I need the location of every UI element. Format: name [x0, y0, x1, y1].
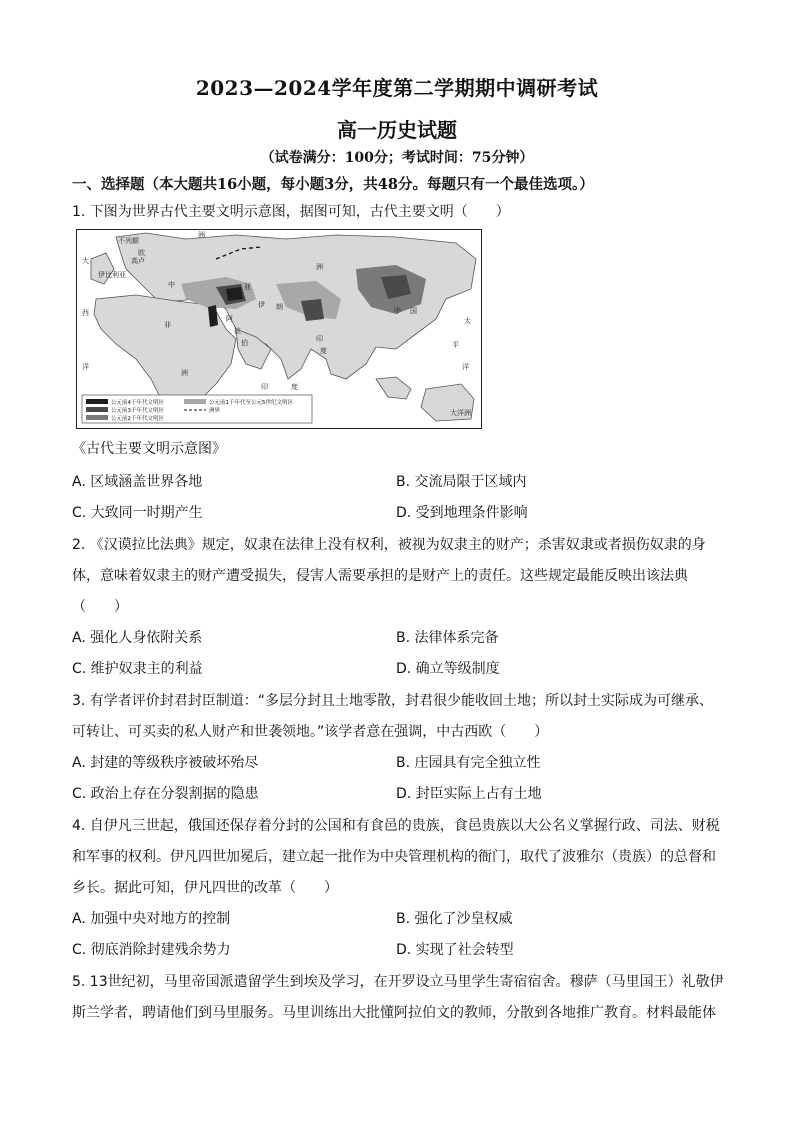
question-1-option-c: C. 大致同一时期产生 [72, 505, 203, 521]
question-1-option-d: D. 受到地理条件影响 [396, 505, 528, 521]
question-3-option-d: D. 封臣实际上占有土地 [396, 786, 542, 802]
question-2-option-c: C. 维护奴隶主的利益 [72, 661, 203, 677]
exam-subtitle: 高一历史试题 [337, 118, 457, 142]
label-indianocean-2: 度 [291, 383, 298, 391]
label-pacific-1: 太 [464, 317, 471, 325]
question-4-option-c: C. 彻底消除封建残余势力 [72, 942, 231, 958]
label-china-1: 中 [394, 307, 401, 315]
label-oceania: 大洋洲 [450, 409, 471, 417]
label-asia-2: 洲 [316, 263, 323, 271]
label-china-2: 国 [410, 307, 417, 315]
question-3-option-b: B. 庄园具有完全独立性 [396, 755, 541, 771]
question-1-option-a: A. 区域涵盖世界各地 [72, 474, 203, 490]
legend-swatch-1 [86, 399, 108, 404]
zone-millennium-4 [226, 287, 243, 301]
question-2-option-d: D. 确立等级制度 [396, 661, 500, 677]
label-africa-2: 洲 [181, 369, 188, 377]
label-iberia: 伊比利亚 [98, 271, 126, 279]
section-heading: 一、选择题（本大题共16小题，每小题3分，共48分。每题只有一个最佳选项。） [72, 176, 594, 193]
question-1-stem: 1. 下图为世界古代主要文明示意图，据图可知，古代主要文明（ ） [72, 204, 510, 220]
label-india-1: 印 [316, 335, 323, 343]
label-indianocean-1: 印 [261, 383, 268, 391]
label-pacific-2: 平 [452, 341, 459, 349]
question-4-stem: 4. 自伊凡三世起，俄国还保存着分封的公国和有食邑的贵族，食邑贵族以大公名义掌握行政、司法、财税和军事的权利。伊凡四世加冕后，建立起一批作为中央管理机构的衙门，取代了波雅尔（贵族）的总督和乡长。据此可知，伊凡四世的改革（ ） [72, 818, 720, 896]
label-britain: 不列颠 [118, 237, 139, 245]
legend-swatch-3 [86, 415, 108, 420]
label-europe: 欧 [138, 249, 145, 257]
question-3-option-c: C. 政治上存在分裂割据的隐患 [72, 786, 259, 802]
label-persia-1: 伊 [258, 301, 265, 309]
exam-info: （试卷满分：100分；考试时间：75分钟） [260, 150, 534, 166]
question-3-option-a: A. 封建的等级秩序被破坏殆尽 [72, 755, 259, 771]
label-pacific-3: 洋 [462, 363, 469, 371]
label-arabia-2: 拉 [234, 327, 241, 335]
exam-title: 2023—2024学年度第二学期期中调研考试 [195, 76, 599, 100]
label-africa-1: 非 [164, 321, 171, 329]
legend-swatch-4 [184, 399, 206, 404]
label-gaul: 高卢 [131, 257, 145, 265]
label-europe2: 洲 [198, 231, 205, 239]
question-5-stem: 5. 13世纪初，马里帝国派遣留学生到埃及学习，在开罗设立马里学生寄宿宿舍。穆萨（马里国王）礼敬伊斯兰学者，聘请他们到马里服务。马里训练出大批懂阿拉伯文的教师，分散到各地推广教育。材料最能体 [72, 974, 724, 1021]
figure-caption: 《古代主要文明示意图》 [72, 441, 226, 457]
label-mediterranean: 中 [168, 281, 175, 289]
question-2-option-a: A. 强化人身依附关系 [72, 630, 203, 646]
legend-item-2: 公元前3千年代文明区 [111, 408, 164, 414]
question-4-option-b: B. 强化了沙皇权威 [396, 911, 513, 927]
label-atlantic-3: 洋 [82, 363, 89, 371]
label-persia-2: 朗 [276, 303, 283, 311]
question-2-option-b: B. 法律体系完备 [396, 630, 499, 646]
question-4-option-a: A. 加强中央对地方的控制 [72, 911, 231, 927]
legend-swatch-2 [86, 407, 108, 412]
ancient-civilization-map [76, 229, 482, 429]
question-1-option-b: B. 交流局限于区域内 [396, 474, 527, 490]
label-atlantic-1: 大 [82, 257, 89, 265]
label-india-2: 度 [320, 347, 327, 355]
legend-item-3: 公元前2千年代文明区 [111, 416, 164, 422]
legend-item-5: 洲界 [209, 408, 221, 414]
label-arabia-3: 伯 [241, 339, 248, 347]
legend-item-1: 公元前4千年代文明区 [111, 400, 164, 406]
label-arabia-1: 阿 [226, 315, 233, 323]
map-legend [82, 395, 312, 423]
label-atlantic-2: 西 [82, 309, 89, 317]
question-4-option-d: D. 实现了社会转型 [396, 942, 514, 958]
legend-item-4: 公元前1千年代至公元5世纪文明区 [209, 400, 293, 406]
question-2-stem: 2. 《汉谟拉比法典》规定，奴隶在法律上没有权利，被视为奴隶主的财产；杀害奴隶或者损伤奴隶的身体，意味着奴隶主的财产遭受损失，侵害人需要承担的是财产上的责任。这些规定最能反映出该法典（ ） [72, 537, 706, 615]
label-asia-1: 亚 [244, 283, 251, 291]
question-3-stem: 3. 有学者评价封君封臣制道：“多层分封且土地零散，封君很少能收回土地；所以封土实际成为可继承、可转让、可买卖的私人财产和世袭领地。”该学者意在强调，中古西欧（ ） [72, 693, 714, 740]
